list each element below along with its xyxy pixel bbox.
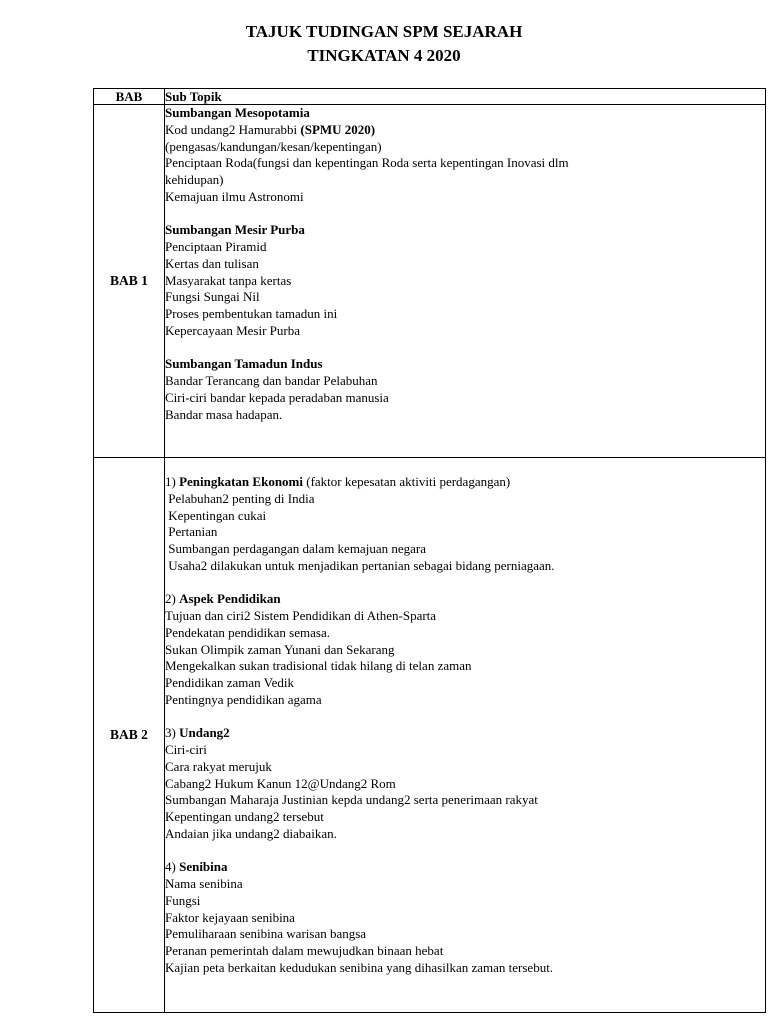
topic-section [165,591,765,725]
list-item [165,742,765,759]
list-item [165,524,765,541]
list-item-text: Penciptaan Piramid [165,239,267,254]
list-item-text: Pertanian [165,524,218,540]
section-number: 4) [165,859,180,875]
section-heading-note: (faktor kepesatan aktiviti perdagangan) [303,474,511,489]
header-bab: BAB [94,89,165,105]
document-subtitle: TINGKATAN 4 2020 [307,46,461,65]
list-item-text: Cabang2 Hukum Kanun 12@Undang2 Rom [165,775,396,791]
list-item-text: Nama senibina [165,876,243,891]
topic-section [165,859,765,976]
sub-topik-cell [165,458,766,1013]
section-heading [165,356,765,373]
section-spacer [165,575,765,592]
topic-section [165,222,765,356]
list-item [165,692,765,709]
section-spacer [165,340,765,357]
list-item-text: Andaian jika undang2 diabaikan. [165,825,337,841]
list-item-text: Faktor kejayaan senibina [165,909,295,925]
section-number: 3) [165,725,180,741]
list-item [165,239,765,256]
section-spacer [165,843,765,860]
list-item-text: Cara rakyat merujuk [165,758,272,774]
bab-cell: BAB 2 [94,458,165,1013]
topic-section [165,725,765,859]
list-item-text: Kepentingan cukai [165,507,267,523]
list-item [165,776,765,793]
list-item [165,558,765,575]
list-item-text: Penciptaan Roda(fungsi dan kepentingan Roda serta kepentingan Inovasi dlm [165,155,569,171]
list-item-text: Pemuliharaan senibina warisan bangsa [165,926,367,942]
section-heading-text: Senibina [179,859,228,875]
section-heading-text: Aspek Pendidikan [179,591,281,607]
topic-section [165,105,765,222]
list-item [165,172,765,189]
list-item-text: Kertas dan tulisan [165,255,259,271]
list-item-text: Kepercayaan Mesir Purba [165,322,300,338]
list-item [165,306,765,323]
table-header-row [94,89,766,105]
list-item-text: Bandar masa hadapan. [165,406,283,422]
list-item-text: Kod undang2 Hamurabbi [165,121,301,137]
list-item [165,893,765,910]
list-item-text: Usaha2 dilakukan untuk menjadikan pertanian sebagai bidang perniagaan. [165,557,555,573]
topics-table [93,88,766,1013]
section-heading [165,105,765,122]
table-row [94,105,766,458]
table-row [94,458,766,1013]
list-item [165,373,765,390]
list-item [165,675,765,692]
list-item-text: Pentingnya pendidikan agama [165,691,322,707]
list-item-text: (pengasas/kandungan/kesan/kepentingan) [165,138,382,154]
list-item [165,508,765,525]
list-item-text: Sumbangan Maharaja Justinian kepda undang2 serta penerimaan rakyat [165,792,538,808]
list-item [165,273,765,290]
list-item-text: Sumbangan perdagangan dalam kemajuan negara [165,541,426,556]
list-item [165,541,765,558]
list-item [165,155,765,172]
list-item [165,658,765,675]
list-item [165,289,765,306]
list-item-text: Proses pembentukan tamadun ini [165,306,338,321]
list-item-text: Fungsi Sungai Nil [165,289,260,305]
topic-section [165,474,765,591]
list-item [165,826,765,843]
section-heading-text: Sumbangan Mesir Purba [165,222,305,238]
list-item-text: Ciri-ciri bandar kepada peradaban manusia [165,389,389,405]
section-spacer [165,709,765,726]
list-item-text: Pendekatan pendidikan semasa. [165,624,330,640]
list-item-text: Mengekalkan sukan tradisional tidak hilang di telan zaman [165,658,472,674]
list-item [165,189,765,206]
section-spacer [165,206,765,223]
list-item-text: Pelabuhan2 penting di India [165,490,315,506]
list-item-bold: (SPMU 2020) [300,121,376,137]
sub-topik-cell [165,105,766,458]
section-heading [165,474,765,491]
bab-cell: BAB 1 [94,105,165,458]
section-number: 1) [165,474,180,489]
section-heading [165,222,765,239]
topic-section [165,356,765,423]
list-item-text: Bandar Terancang dan bandar Pelabuhan [165,373,378,388]
list-item-text: Kepentingan undang2 tersebut [165,809,324,824]
list-item [165,876,765,893]
list-item [165,139,765,156]
section-heading-text: Sumbangan Mesopotamia [165,105,310,120]
section-heading-text: Peningkatan Ekonomi [179,474,303,489]
list-item-text: Tujuan dan ciri2 Sistem Pendidikan di Athen-Sparta [165,608,437,623]
section-heading [165,591,765,608]
list-item [165,809,765,826]
section-heading [165,725,765,742]
list-item [165,642,765,659]
list-item-text: Sukan Olimpik zaman Yunani dan Sekarang [165,641,395,657]
list-item [165,491,765,508]
list-item-text: Kemajuan ilmu Astronomi [165,188,304,204]
list-item [165,608,765,625]
list-item [165,943,765,960]
list-item [165,390,765,407]
list-item-text: Fungsi [165,892,201,908]
section-heading [165,859,765,876]
header-sub-topik: Sub Topik [165,89,766,105]
document-title: TAJUK TUDINGAN SPM SEJARAH [245,22,523,41]
list-item-text: Peranan pemerintah dalam mewujudkan binaan hebat [165,943,444,958]
list-item-text: Pendidikan zaman Vedik [165,675,295,690]
section-heading-text: Sumbangan Tamadun Indus [165,356,323,372]
section-number: 2) [165,591,180,607]
list-item-text: Ciri-ciri [165,742,207,757]
list-item [165,759,765,776]
list-item [165,256,765,273]
list-item [165,960,765,977]
list-item [165,323,765,340]
list-item [165,625,765,642]
list-item [165,792,765,809]
list-item-text: Kajian peta berkaitan kedudukan senibina yang dihasilkan zaman tersebut. [165,959,554,975]
list-item [165,407,765,424]
section-heading-text: Undang2 [179,725,230,741]
list-item-text: kehidupan) [165,172,224,187]
list-item-text: Masyarakat tanpa kertas [165,272,292,288]
list-item [165,910,765,927]
list-item [165,122,765,139]
list-item [165,926,765,943]
